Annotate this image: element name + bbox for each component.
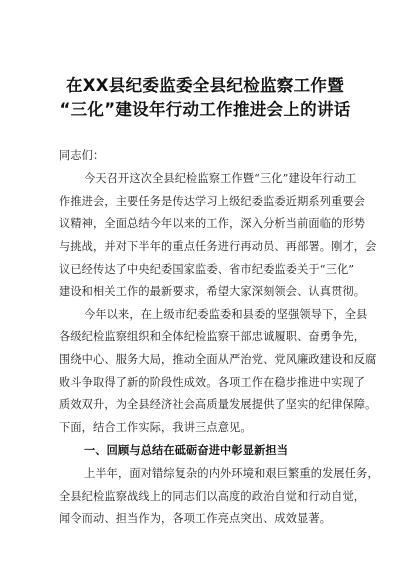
paragraph-1-line-3: 议精神，全面总结今年以来的工作，深入分析当前面临的形势 xyxy=(59,217,366,230)
paragraph-2-line-6: 下面，结合工作实际，我讲三点意见。 xyxy=(59,421,252,434)
paragraph-1-line-5: 议已经传达了中央纪委国家监委、省市纪委监委关于“三化” xyxy=(59,263,355,276)
document-title-line-1: 在XX县纪委监委全县纪检监察工作暨 xyxy=(65,76,345,95)
paragraph-1-line-2: 作推进会，主要任务是传达学习上级纪委监委近期系列重要会 xyxy=(59,195,366,208)
paragraph-3-line-2: 全县纪检监察战线上的同志们以高度的政治自觉和行动自觉， xyxy=(59,490,366,503)
paragraph-1-line-6: 建设和相关工作的最新要求，希望大家深刻领会、认真贯彻。 xyxy=(59,285,366,298)
paragraph-2-line-2: 各级纪检监察组织和全体纪检监察干部忠诚履职、奋勇争先， xyxy=(59,330,366,343)
section-1-heading: 一、回顾与总结在砥砺奋进中彰显新担当 xyxy=(84,444,289,457)
paragraph-2-line-3: 围绕中心、服务大局，推动全面从严治党、党风廉政建设和反腐 xyxy=(59,353,377,366)
paragraph-3-line-1: 上半年，面对错综复杂的内外环境和艰巨繁重的发展任务， xyxy=(84,467,379,480)
paragraph-1-line-1: 今天召开这次全县纪检监察工作暨“三化”建设年行动工 xyxy=(84,172,357,185)
paragraph-3-line-3: 闻令而动、担当作为，各项工作亮点突出、成效显著。 xyxy=(59,512,332,525)
paragraph-2-line-1: 今年以来，在上级市纪委监委和县委的坚强领导下，全县 xyxy=(84,308,368,321)
document-title-line-2: “三化”建设年行动工作推进会上的讲话 xyxy=(59,100,351,119)
paragraph-2-line-4: 败斗争取得了新的阶段性成效。各项工作在稳步推进中实现了 xyxy=(59,376,366,389)
salutation: 同志们： xyxy=(59,149,105,162)
paragraph-2-line-5: 质效双升，为全县经济社会高质量发展提供了坚实的纪律保障。 xyxy=(59,398,377,411)
paragraph-1-line-4: 与挑战，并对下半年的重点任务进行再动员、再部署。刚才，会 xyxy=(59,240,377,253)
